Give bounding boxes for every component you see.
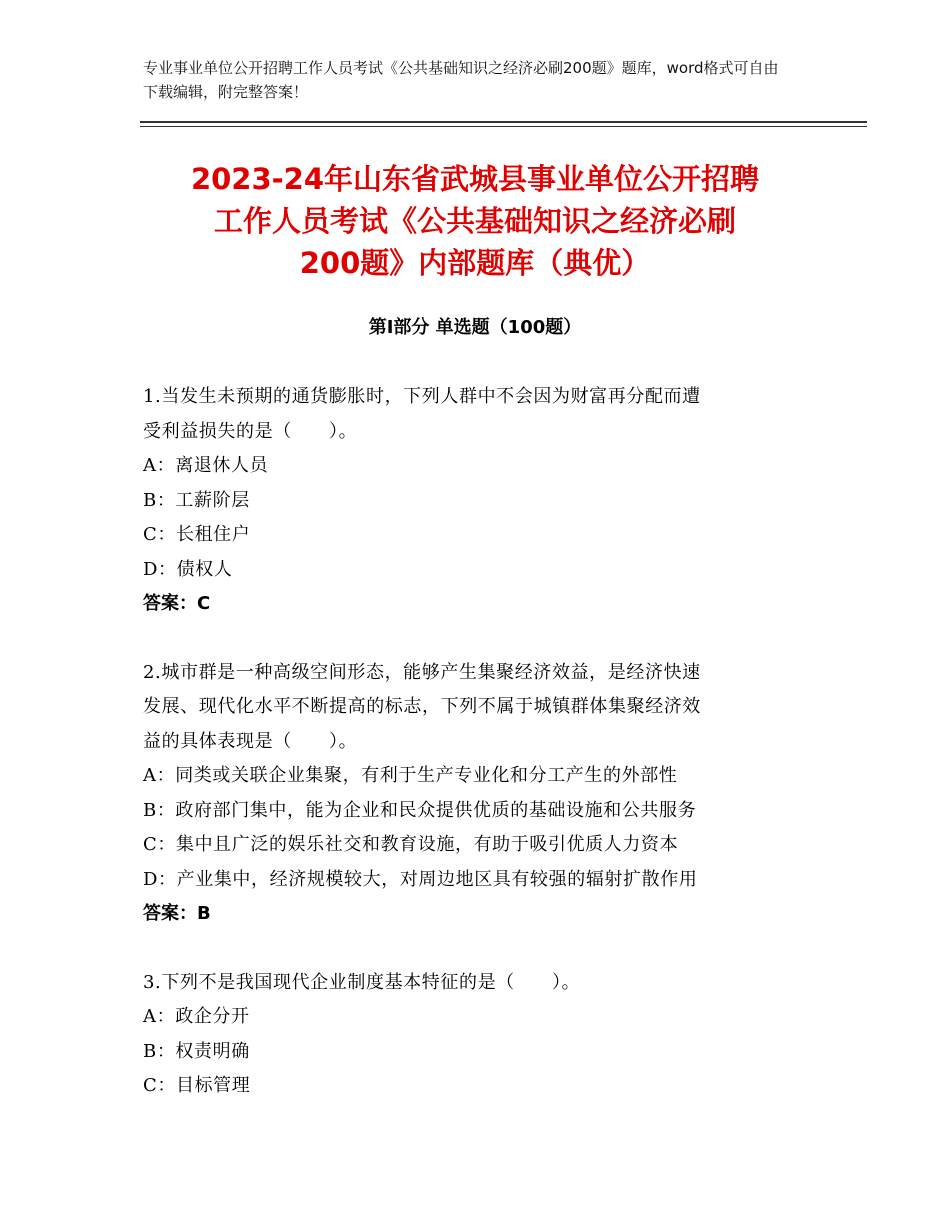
option-c: C：长租住户 (143, 524, 251, 545)
option-c: C：目标管理 (143, 1075, 251, 1096)
header-rule-thin (140, 126, 867, 127)
option-b: B：政府部门集中，能为企业和民众提供优质的基础设施和公共服务 (143, 799, 697, 821)
option-a: A：同类或关联企业集聚，有利于生产专业化和分工产生的外部性 (143, 765, 678, 786)
option-a: A：政企分开 (143, 1006, 250, 1027)
answer-label: 答案：C (143, 593, 211, 614)
section-title: 第Ⅰ部分 单选题（100题） (368, 317, 582, 338)
title-line-2: 工作人员考试《公共基础知识之经济必刷 (213, 204, 736, 238)
document-title (140, 158, 810, 284)
question-stem-line: 1.当发生未预期的通货膨胀时，下列人群中不会因为财富再分配而遭 (143, 386, 701, 407)
option-c: C：集中且广泛的娱乐社交和教育设施，有助于吸引优质人力资本 (143, 834, 679, 855)
question-stem-line: 受利益损失的是（ ）。 (143, 420, 358, 442)
title-line-3: 200题》内部题库（典优） (299, 246, 651, 280)
option-b: B：权责明确 (143, 1040, 250, 1062)
option-d: D：产业集中，经济规模较大，对周边地区具有较强的辐射扩散作用 (143, 868, 698, 890)
question-stem-line: 益的具体表现是（ ）。 (143, 730, 358, 752)
question-1 (143, 380, 823, 622)
question-stem-line: 2.城市群是一种高级空间形态，能够产生集聚经济效益，是经济快速 (143, 661, 701, 683)
question-stem-line: 发展、现代化水平不断提高的标志，下列不属于城镇群体集聚经济效 (143, 696, 701, 717)
question-3 (143, 966, 823, 1104)
header-note: 专业事业单位公开招聘工作人员考试《公共基础知识之经济必刷200题》题库，word格式可自由下载编辑，附完整答案！ (143, 59, 779, 101)
option-b: B：工薪阶层 (143, 489, 250, 511)
question-2 (143, 656, 823, 932)
header-rule-thick (140, 121, 867, 123)
option-d: D：债权人 (143, 558, 233, 580)
option-a: A：离退休人员 (143, 455, 269, 476)
question-list (143, 380, 823, 1138)
question-stem-line: 3.下列不是我国现代企业制度基本特征的是（ ）。 (143, 971, 581, 993)
answer-label: 答案：B (143, 903, 211, 924)
title-line-1: 2023-24年山东省武城县事业单位公开招聘 (190, 162, 760, 196)
